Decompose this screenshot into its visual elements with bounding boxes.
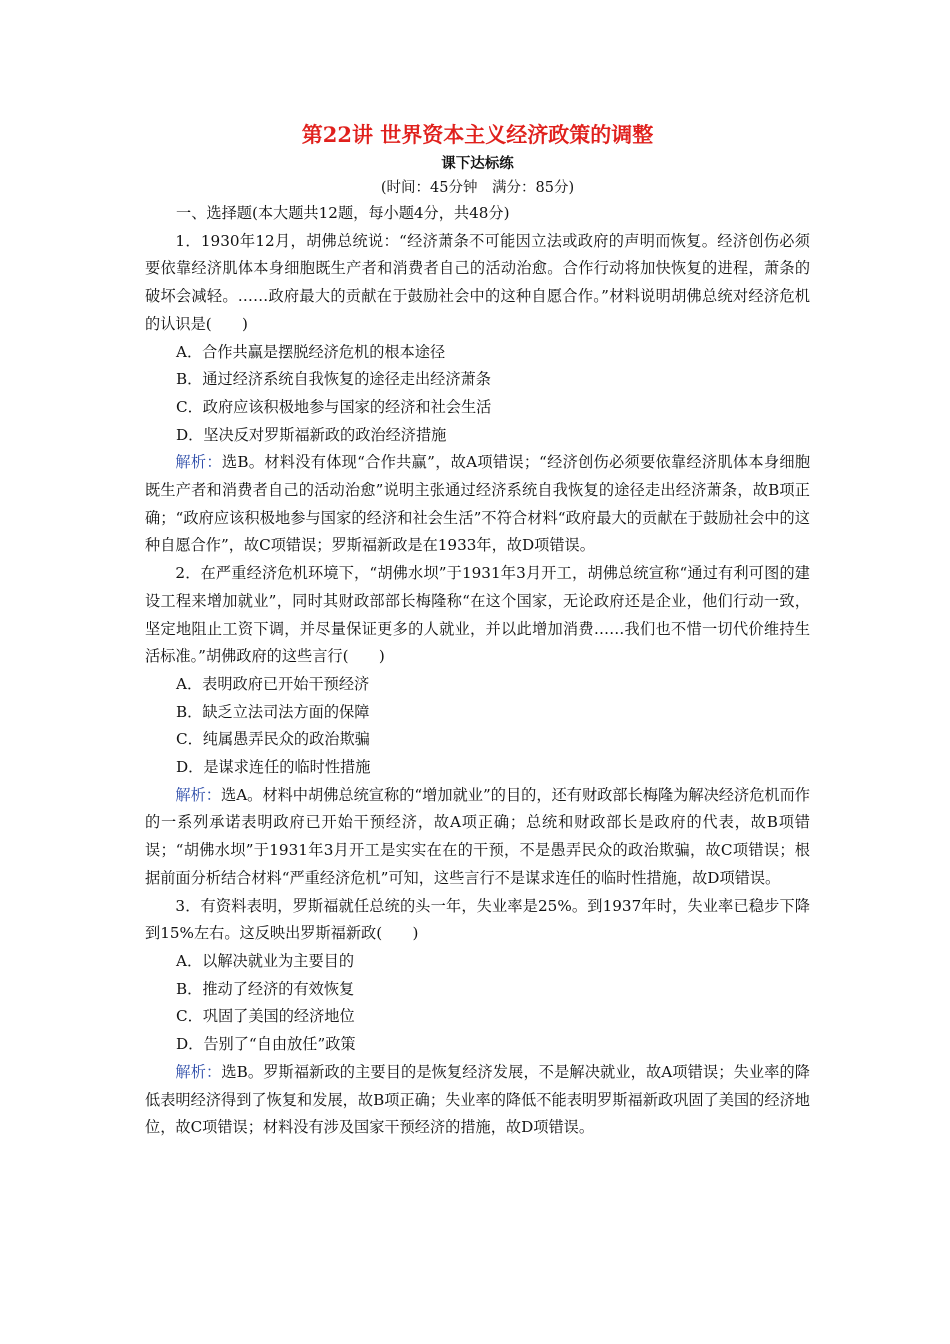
option-c: C．巩固了美国的经济地位 bbox=[176, 1007, 355, 1026]
analysis-text: 选B。罗斯福新政的主要目的是恢复经济发展，不是解决就业，故A项错误；失业率的降低表明经济得到了恢复和发展，故B项正确；失业率的降低不能表明罗斯福新政巩固了美国的经济地位，故C项错误；材料没有涉及国家干预经济的措施，故D项错误。 bbox=[145, 1062, 810, 1137]
document-page bbox=[145, 120, 810, 1142]
analysis bbox=[145, 449, 810, 560]
analysis bbox=[145, 782, 810, 893]
analysis-text: 选B。材料没有体现“合作共赢”，故A项错误；“经济创伤必须要依靠经济肌体本身细胞既生产者和消费者自己的活动治愈”说明主张通过经济系统自我恢复的途径走出经济萧条，故B项正确；“政府应该积极地参与国家的经济和社会生活”不符合材料“政府最大的贡献在于鼓励社会中的这种自愿合作”，故C项错误；罗斯福新政是在1933年，故D项错误。 bbox=[145, 453, 811, 555]
question-stem: 3．有资料表明，罗斯福就任总统的头一年，失业率是25%。到1937年时，失业率已稳步下降到15%左右。这反映出罗斯福新政( ) bbox=[145, 896, 810, 943]
analysis-label: 解析： bbox=[175, 1062, 222, 1081]
option-a: A．合作共赢是摆脱经济危机的根本途径 bbox=[176, 342, 446, 361]
option-c: C．政府应该积极地参与国家的经济和社会生活 bbox=[176, 397, 492, 416]
option-b: B．缺乏立法司法方面的保障 bbox=[176, 702, 370, 721]
analysis bbox=[145, 1059, 810, 1142]
section-heading: 一、选择题(本大题共12题，每小题4分，共48分) bbox=[176, 204, 510, 222]
option-c: C．纯属愚弄民众的政治欺骗 bbox=[176, 730, 370, 749]
option-b: B．推动了经济的有效恢复 bbox=[176, 979, 355, 998]
analysis-label: 解析： bbox=[175, 453, 222, 472]
question-stem: 1．1930年12月，胡佛总统说：“经济萧条不可能因立法或政府的声明而恢复。经济创伤必须要依靠经济肌体本身细胞既生产者和消费者自己的活动治愈。合作行动将加快恢复的进程，萧条的破坏会减轻。……政府最大的贡献在于鼓励社会中的这种自愿合作。”材料说明胡佛总统对经济危机的认识是( ) bbox=[145, 231, 810, 333]
lesson-title: 第22讲 世界资本主义经济政策的调整 bbox=[301, 122, 654, 147]
option-d: D．是谋求连任的临时性措施 bbox=[176, 758, 371, 777]
question-stem: 2．在严重经济危机环境下，“胡佛水坝”于1931年3月开工，胡佛总统宣称“通过有利可图的建设工程来增加就业”，同时其财政部部长梅隆称“在这个国家，无论政府还是企业，他们行动一致，坚定地阻止工资下调，并尽量保证更多的人就业，并以此增加消费……我们也不惜一切代价维持生活标准。”胡佛政府的这些言行( ) bbox=[145, 564, 810, 666]
analysis-text: 选A。材料中胡佛总统宣称的“增加就业”的目的，还有财政部长梅隆为解决经济危机而作的一系列承诺表明政府已开始干预经济，故A项正确；总统和财政部长是政府的代表，故B项错误；“胡佛水坝”于1931年3月开工是实实在在的干预，不是愚弄民众的政治欺骗，故C项错误；根据前面分析结合材料“严重经济危机”可知，这些言行不是谋求连任的临时性措施，故D项错误。 bbox=[145, 785, 810, 887]
analysis-label: 解析： bbox=[175, 785, 221, 804]
lesson-subtitle: 课下达标练 bbox=[441, 155, 514, 172]
option-a: A．以解决就业为主要目的 bbox=[176, 951, 355, 970]
option-d: D．告别了“自由放任”政策 bbox=[176, 1035, 356, 1054]
question-1 bbox=[145, 228, 810, 560]
option-b: B．通过经济系统自我恢复的途径走出经济萧条 bbox=[176, 370, 491, 389]
option-d: D．坚决反对罗斯福新政的政治经济措施 bbox=[176, 425, 447, 444]
question-3 bbox=[145, 893, 810, 1142]
time-score-info: (时间：45分钟 满分：85分) bbox=[380, 180, 575, 196]
question-2 bbox=[145, 560, 810, 892]
option-a: A．表明政府已开始干预经济 bbox=[176, 674, 370, 693]
